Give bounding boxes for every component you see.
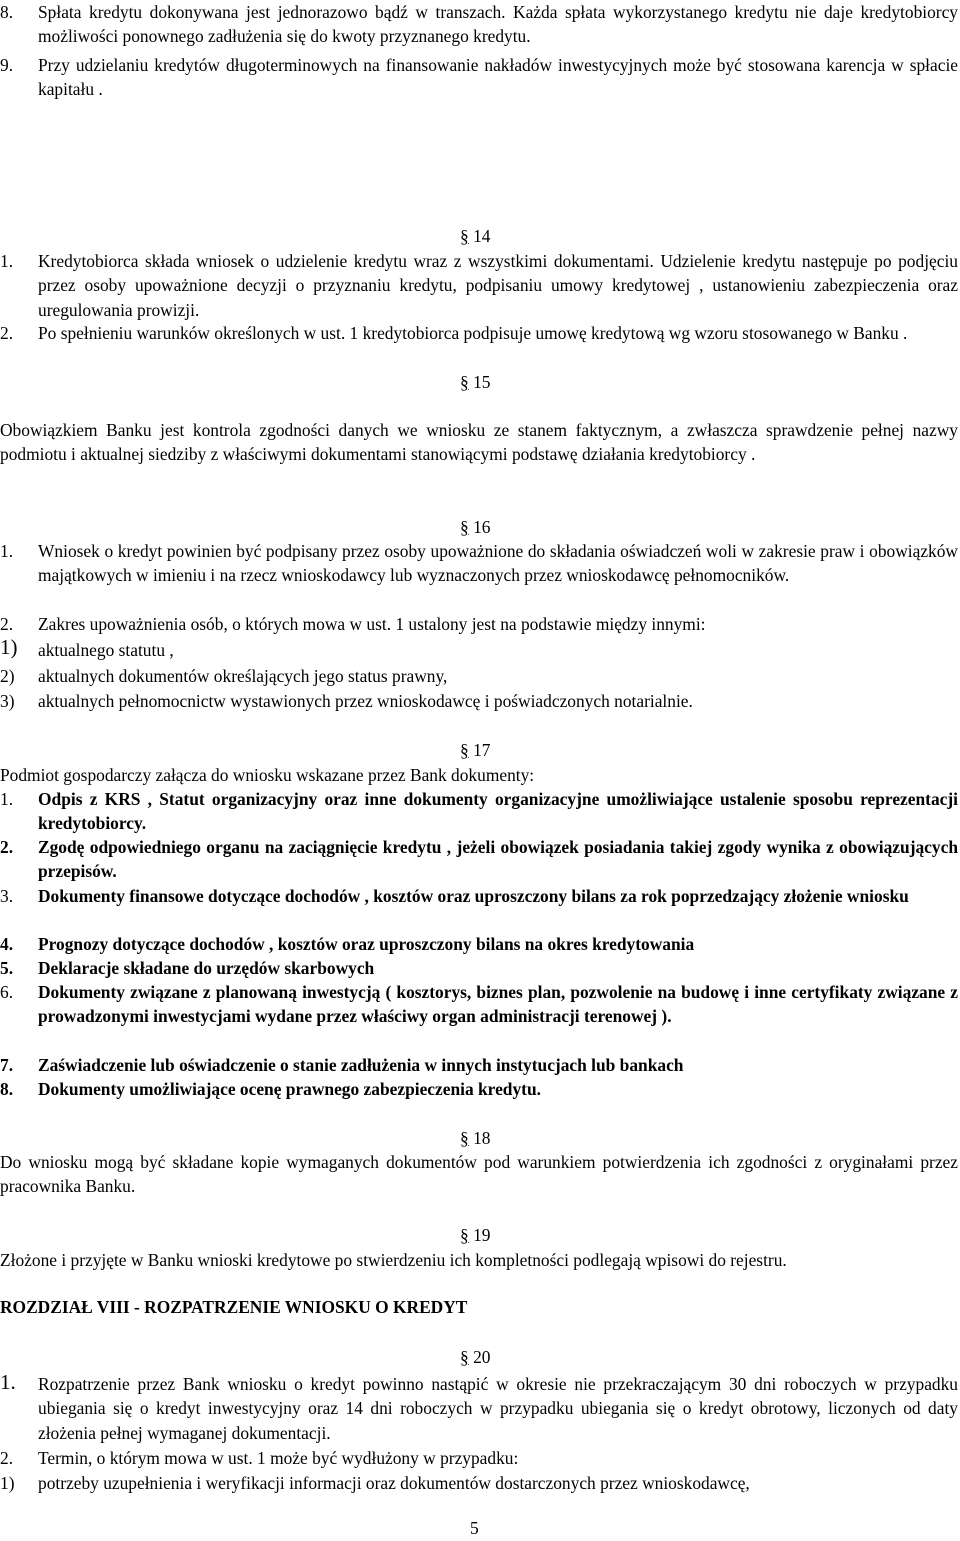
item-number: 2. (0, 323, 14, 343)
item-text: aktualnych dokumentów określających jego status prawny, (38, 666, 448, 686)
list-item (0, 612, 958, 636)
item-text: Dokumenty finansowe dotyczące dochodów , kosztów oraz uproszczony bilans za rok poprzedzający złożenie wniosku (38, 886, 909, 906)
item-text: Deklaracje składane do urzędów skarbowych (38, 958, 375, 978)
list-item (0, 1372, 958, 1445)
item-number: 1) (0, 635, 18, 659)
list-item (0, 835, 958, 884)
section-number: 19 (473, 1225, 491, 1245)
section-heading (460, 738, 540, 762)
section-number: 20 (473, 1347, 491, 1367)
list-item (0, 0, 958, 49)
item-number: 2. (0, 1448, 14, 1468)
item-text: Zgodę odpowiedniego organu na zaciągnięcie kredytu , jeżeli obowiązek posiadania takiej zgody wynika z obowiązujących przepisów. (38, 837, 958, 882)
item-number: 5. (0, 958, 14, 978)
list-item (0, 787, 958, 836)
item-number: 3. (0, 886, 14, 906)
item-number: 9. (0, 55, 14, 75)
item-text: Po spełnieniu warunków określonych w ust. 1 kredytobiorca podpisuje umowę kredytową wg wzoru stosowanego w Banku . (38, 323, 908, 343)
section-heading (460, 224, 540, 248)
section-sign: § (460, 1225, 469, 1245)
sub-item (0, 664, 958, 688)
item-text: Dokumenty umożliwiające ocenę prawnego zabezpieczenia kredytu. (38, 1079, 541, 1099)
section-paragraph: Złożone i przyjęte w Banku wnioski kredytowe po stwierdzeniu ich kompletności podlegają wpisowi do rejestru. (0, 1250, 787, 1270)
item-number: 2) (0, 666, 15, 686)
item-text: Dokumenty związane z planowaną inwestycją ( kosztorys, biznes plan, pozwolenie na budowę i inne certyfikaty związane z prowadzonymi inwestycjami wydane przez właściwy organ administracji terenowej ). (38, 982, 958, 1027)
item-text: Spłata kredytu dokonywana jest jednorazowo bądź w transzach. Każda spłata wykorzystanego kredytu nie daje kredytobiorcy możliwości ponownego zadłużenia się do kwoty przyznanego kredytu. (38, 2, 958, 47)
section-sign: § (460, 372, 469, 392)
item-number: 3) (0, 691, 15, 711)
item-number: 1. (0, 789, 14, 809)
item-text: potrzeby uzupełnienia i weryfikacji informacji oraz dokumentów dostarczonych przez wnioskodawcę, (38, 1473, 750, 1493)
item-number: 1. (0, 251, 14, 271)
item-text: Kredytobiorca składa wniosek o udzielenie kredytu wraz z wszystkimi dokumentami. Udzielenie kredytu następuje po podjęciu przez osoby upoważnione decyzji o przyznaniu kredytu, podpisaniu umowy kredytowej , ustanowieniu zabezpieczenia oraz uregulowania prowizji. (38, 251, 958, 320)
item-text: Termin, o którym mowa w ust. 1 może być wydłużony w przypadku: (38, 1448, 519, 1468)
section-number: 14 (473, 226, 491, 246)
section-sign: § (460, 226, 469, 246)
section-heading (460, 1126, 540, 1150)
list-item (0, 884, 958, 908)
list-item (0, 539, 958, 588)
item-text: aktualnego statutu , (38, 640, 174, 660)
item-number: 6. (0, 982, 14, 1002)
section-sign: § (460, 740, 469, 760)
list-item (0, 932, 958, 956)
item-number: 2. (0, 614, 14, 634)
item-number: 1. (0, 541, 14, 561)
item-text: Zakres upoważnienia osób, o których mowa w ust. 1 ustalony jest na podstawie między innymi: (38, 614, 706, 634)
list-item (0, 980, 958, 1029)
section-number: 17 (473, 740, 491, 760)
section-heading (460, 1345, 540, 1369)
chapter-heading: ROZDZIAŁ VIII - ROZPATRZENIE WNIOSKU O KREDYT (0, 1297, 468, 1317)
item-text: Wniosek o kredyt powinien być podpisany przez osoby upoważnione do składania oświadczeń woli w zakresie praw i obowiązków majątkowych w imieniu i na rzecz wnioskodawcy lub wyznaczonych przez wnioskodawcę pełnomocników. (38, 541, 958, 586)
section-sign: § (460, 517, 469, 537)
list-item (0, 1077, 958, 1101)
item-number: 7. (0, 1055, 14, 1075)
list-item (0, 956, 958, 980)
section-sign: § (460, 1347, 469, 1367)
section-paragraph: Do wniosku mogą być składane kopie wymaganych dokumentów pod warunkiem potwierdzenia ich zgodności z oryginałami przez pracownika Banku. (0, 1152, 958, 1197)
list-item (0, 1053, 958, 1077)
section-heading (460, 1223, 540, 1247)
item-text: Rozpatrzenie przez Bank wniosku o kredyt powinno nastąpić w okresie nie przekraczającym 30 dni roboczych w przypadku ubiegania się o kredyt inwestycyjny oraz 14 dni roboczych w przypadku ubiegania się o kredyt obrotowy, liczonych od daty złożenia pełnej wymaganej dokumentacji. (38, 1374, 958, 1443)
section-paragraph: Obowiązkiem Banku jest kontrola zgodności danych we wniosku ze stanem faktycznym, a zwłaszcza sprawdzenie pełnej nazwy podmiotu i aktualnej siedziby z właściwymi dokumentami stanowiącymi podstawę działania kredytobiorcy . (0, 420, 958, 465)
item-text: aktualnych pełnomocnictw wystawionych przez wnioskodawcę i poświadczonych notarialnie. (38, 691, 693, 711)
section-heading (460, 370, 540, 394)
item-text: Przy udzielaniu kredytów długoterminowych na finansowanie nakładów inwestycyjnych może być stosowana karencja w spłacie kapitału . (38, 55, 958, 100)
page-number: 5 (470, 1518, 479, 1538)
item-text: Prognozy dotyczące dochodów , kosztów oraz uproszczony bilans na okres kredytowania (38, 934, 695, 954)
item-number: 8. (0, 1079, 14, 1099)
list-item (0, 321, 958, 345)
item-number: 8. (0, 2, 14, 22)
item-number: 1. (0, 1370, 16, 1394)
section-number: 15 (473, 372, 491, 392)
section-number: 16 (473, 517, 491, 537)
list-item (0, 53, 958, 102)
sub-item (0, 1471, 958, 1495)
item-number: 1) (0, 1473, 15, 1493)
sub-item (0, 689, 958, 713)
section-sign: § (460, 1128, 469, 1148)
item-text: Odpis z KRS , Statut organizacyjny oraz inne dokumenty organizacyjne umożliwiające ustalenie sposobu reprezentacji kredytobiorcy. (38, 789, 958, 834)
item-number: 2. (0, 837, 14, 857)
list-item (0, 249, 958, 322)
item-number: 4. (0, 934, 14, 954)
section-number: 18 (473, 1128, 491, 1148)
list-item (0, 1446, 958, 1470)
item-text: Zaświadczenie lub oświadczenie o stanie zadłużenia w innych instytucjach lub bankach (38, 1055, 684, 1075)
section-heading (460, 515, 540, 539)
sub-item (0, 635, 958, 662)
section-intro: Podmiot gospodarczy załącza do wniosku wskazane przez Bank dokumenty: (0, 765, 535, 785)
